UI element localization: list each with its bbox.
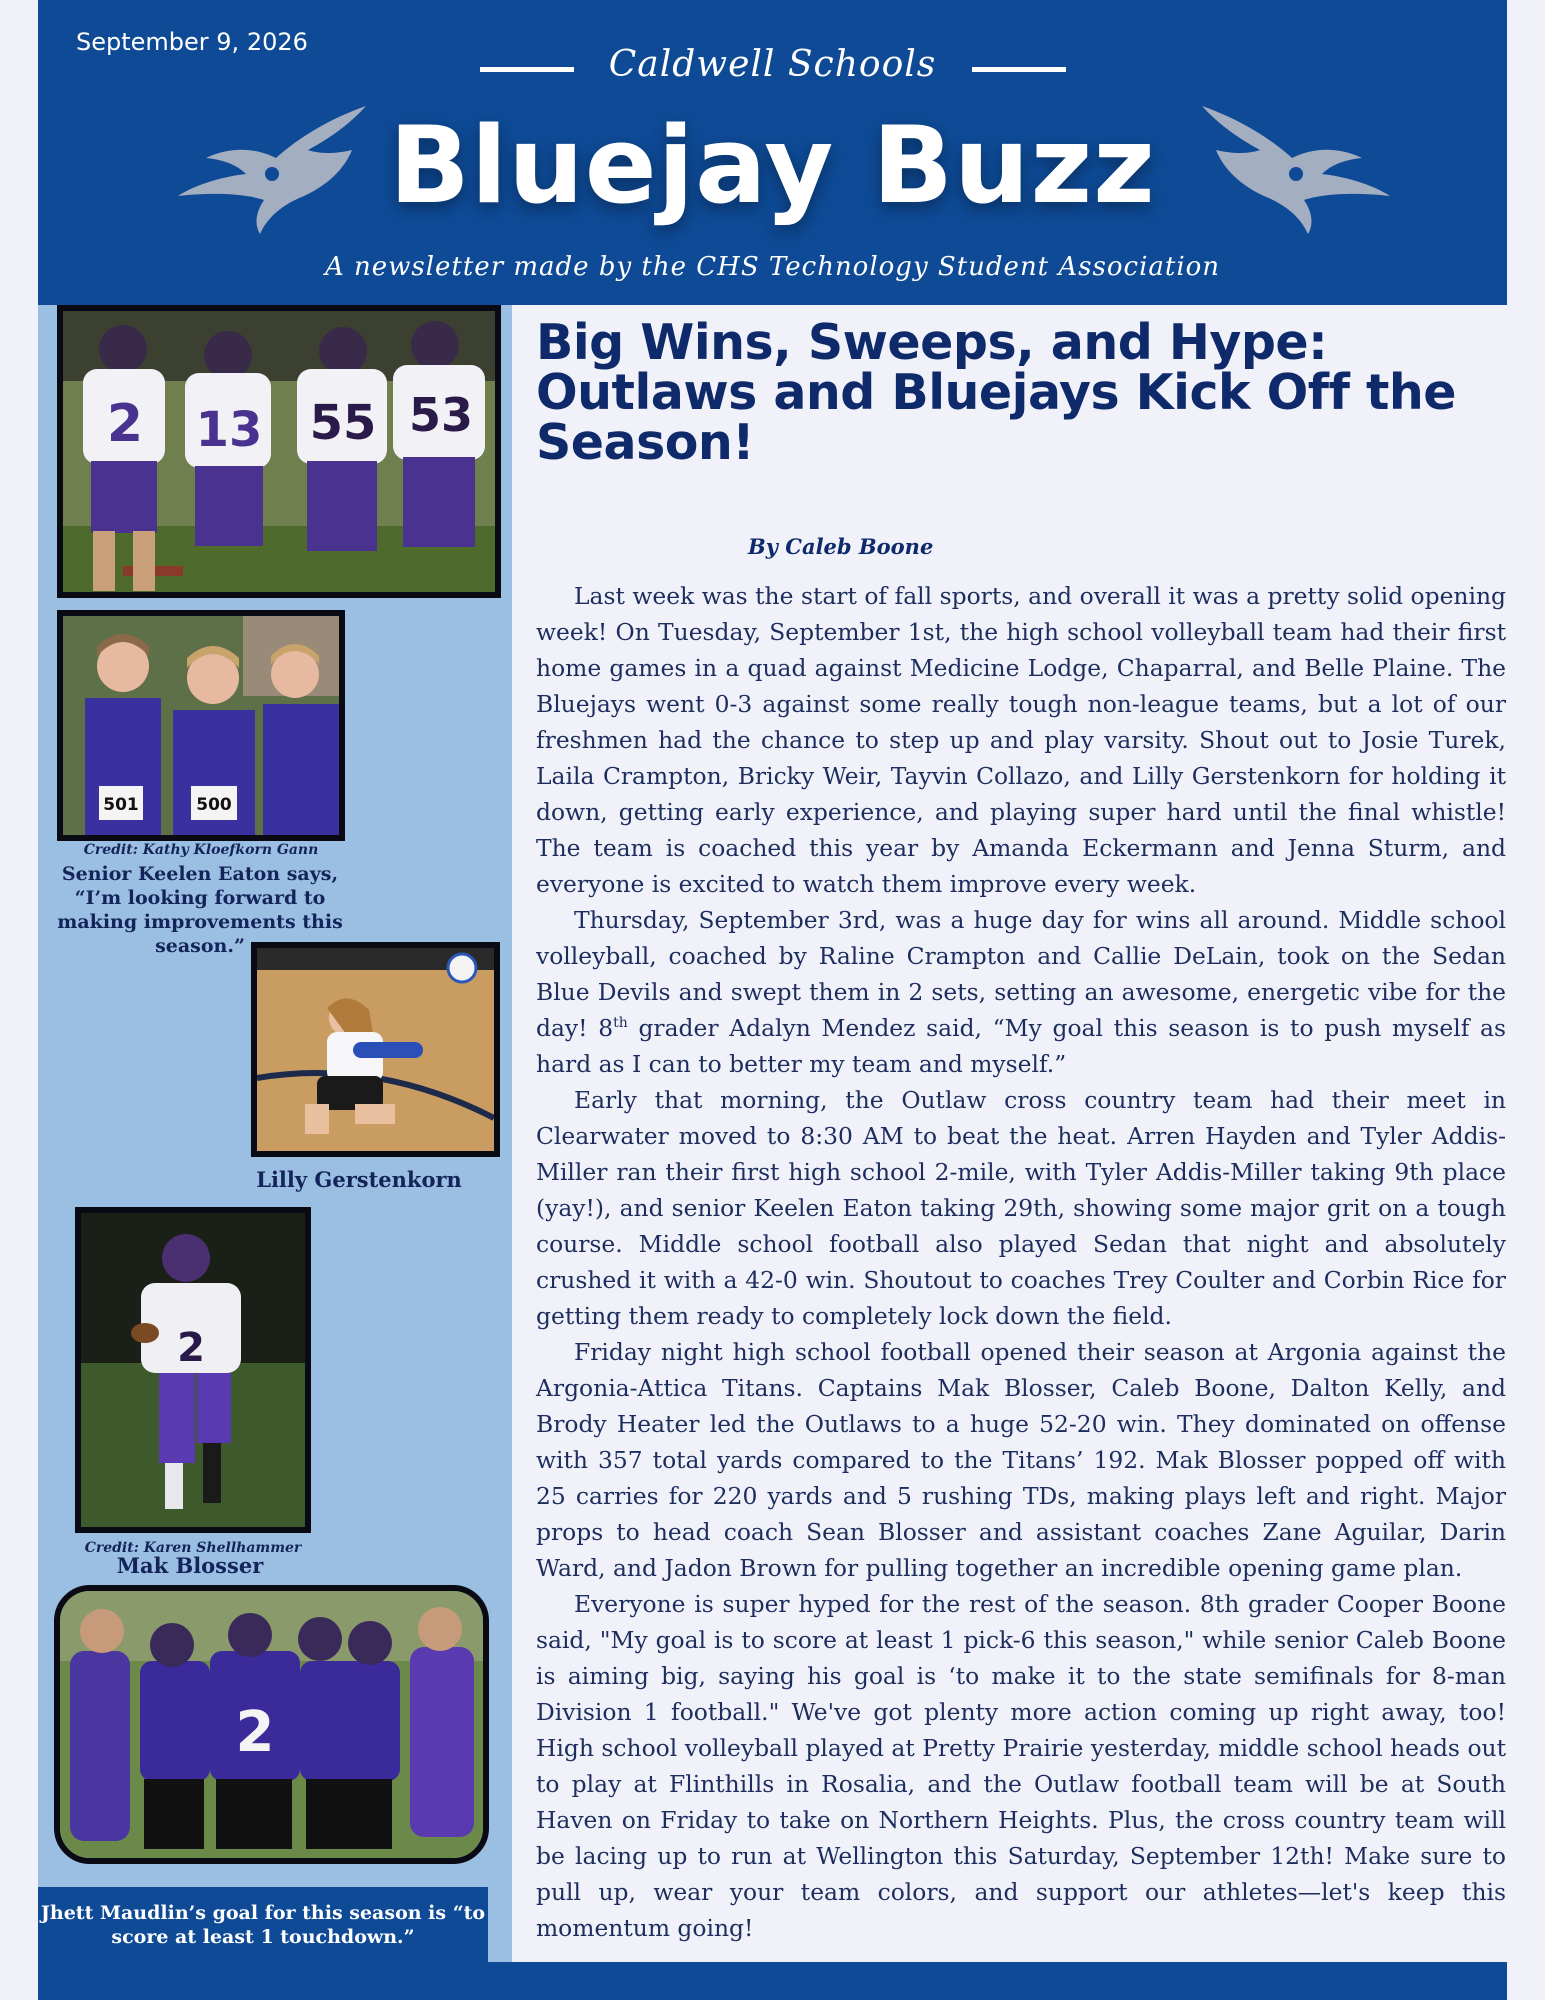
article-paragraph: Friday night high school football opened their season at Argonia against the Argonia-Attica Titans. Captains Mak Blosser, Caleb Boone, Dalton Kelly, and Brody Heater led the Outlaws to a huge 52-20 win. They dominated on offense with 357 total yards compared to the Titans’ 192. Mak Blosser popped off with 25 carries for 220 yards and 5 rushing TDs, making plays left and right. Major props to head coach Sean Blosser and assistant coaches Zane Aguilar, Darin Ward, and Jadon Brown for pulling together an incredible opening game plan. <box>536 1338 1506 1582</box>
race-bib: 501 <box>103 795 139 815</box>
article-byline: By Caleb Boone <box>748 534 934 559</box>
issue-date: September 9, 2026 <box>76 28 308 56</box>
article-text: Thursday, September 3rd, was a huge day for wins all around. Middle school volleyball, coached by Raline Crampton and Callie DeLain, took on the Sedan Blue Devils and swept them in 2 sets, setting an awesome, energetic vibe for the day! 8 <box>536 906 1506 1042</box>
cross-country-runners-photo <box>57 610 345 841</box>
newsletter-title: Bluejay Buzz <box>389 104 1156 227</box>
jersey-number: 2 <box>106 394 144 454</box>
article-headline: Big Wins, Sweeps, and Hype: Outlaws and Bluejays Kick Off the Season! <box>536 314 1457 471</box>
football-players-photo <box>57 305 501 598</box>
jersey-number: 2 <box>235 1700 275 1765</box>
photo-credit: Credit: Karen Shellhammer <box>84 1540 302 1556</box>
photo-caption: Senior Keelen Eaton says, “I’m looking forward to making improvements this season.” <box>57 863 343 957</box>
jersey-number: 2 <box>177 1325 205 1371</box>
photo-credit: Credit: Kathy Kloefkorn Gann <box>83 842 319 858</box>
article-body <box>536 578 1506 1946</box>
article-paragraph: Early that morning, the Outlaw cross country team had their meet in Clearwater moved to 8:30 AM to beat the heat. Arren Hayden and Tyler Addis-Miller ran their first high school 2-mile, with Tyler Addis-Miller taking 9th place (yay!), and senior Keelen Eaton taking 29th, showing some major grit on a tough course. Middle school football also played Sedan that night and absolutely crushed it with a 42-0 win. Shoutout to coaches Trey Coulter and Corbin Rice for getting them ready to completely lock down the field. <box>536 1086 1506 1330</box>
article-paragraph <box>536 902 1506 1082</box>
article-text: grader Adalyn Mendez said, “My goal this season is to push myself as hard as I can to better my team and myself.” <box>536 1014 1506 1078</box>
race-bib: 500 <box>196 795 232 815</box>
photo-caption: Jhett Maudlin’s goal for this season is “to score at least 1 touchdown.” <box>40 1902 486 1948</box>
newsletter-tagline: A newsletter made by the CHS Technology Student Association <box>324 252 1221 282</box>
footer-bar <box>38 1962 1507 2000</box>
article-paragraph: Everyone is super hyped for the rest of the season. 8th grader Cooper Boone said, "My goal is to score at least 1 pick-6 this season," while senior Caleb Boone is aiming big, saying his goal is ‘to make it to the state semifinals for 8-man Division 1 football." We've got plenty more action coming up right away, too! High school volleyball played at Pretty Prairie yesterday, middle school heads out to play at Flinthills in Rosalia, and the Outlaw football team will be at South Haven on Friday to take on Northern Heights. Plus, the cross country team will be lacing up to run at Wellington this Saturday, September 12th! Make sure to pull up, wear your team colors, and support our athletes—let's keep this momentum going! <box>536 1590 1506 1942</box>
volleyball-player-photo <box>251 942 500 1157</box>
photo-caption: Lilly Gerstenkorn <box>256 1167 462 1192</box>
ordinal-suffix: th <box>613 1015 628 1032</box>
photo-caption: Mak Blosser <box>116 1553 264 1578</box>
divider-right <box>972 67 1066 72</box>
running-back-photo <box>75 1207 311 1533</box>
team-huddle-photo <box>54 1585 489 1864</box>
photo-caption-box <box>38 1887 488 1962</box>
masthead-banner <box>38 0 1507 305</box>
organization-name: Caldwell Schools <box>608 44 937 85</box>
jersey-number: 13 <box>195 402 263 458</box>
article-paragraph: Last week was the start of fall sports, and overall it was a pretty solid opening week! On Tuesday, September 1st, the high school volleyball team had their first home games in a quad against Medicine Lodge, Chaparral, and Belle Plaine. The Bluejays went 0-3 against some really tough non-league teams, but a lot of our freshmen had the chance to step up and play varsity. Shout out to Josie Turek, Laila Crampton, Bricky Weir, Tayvin Collazo, and Lilly Gerstenkorn for holding it down, getting early experience, and playing super hard until the final whistle! The team is coached this year by Amanda Eckermann and Jenna Sturm, and everyone is excited to watch them improve every week. <box>536 582 1506 898</box>
jersey-number: 53 <box>408 388 474 442</box>
jersey-number: 55 <box>309 395 377 451</box>
